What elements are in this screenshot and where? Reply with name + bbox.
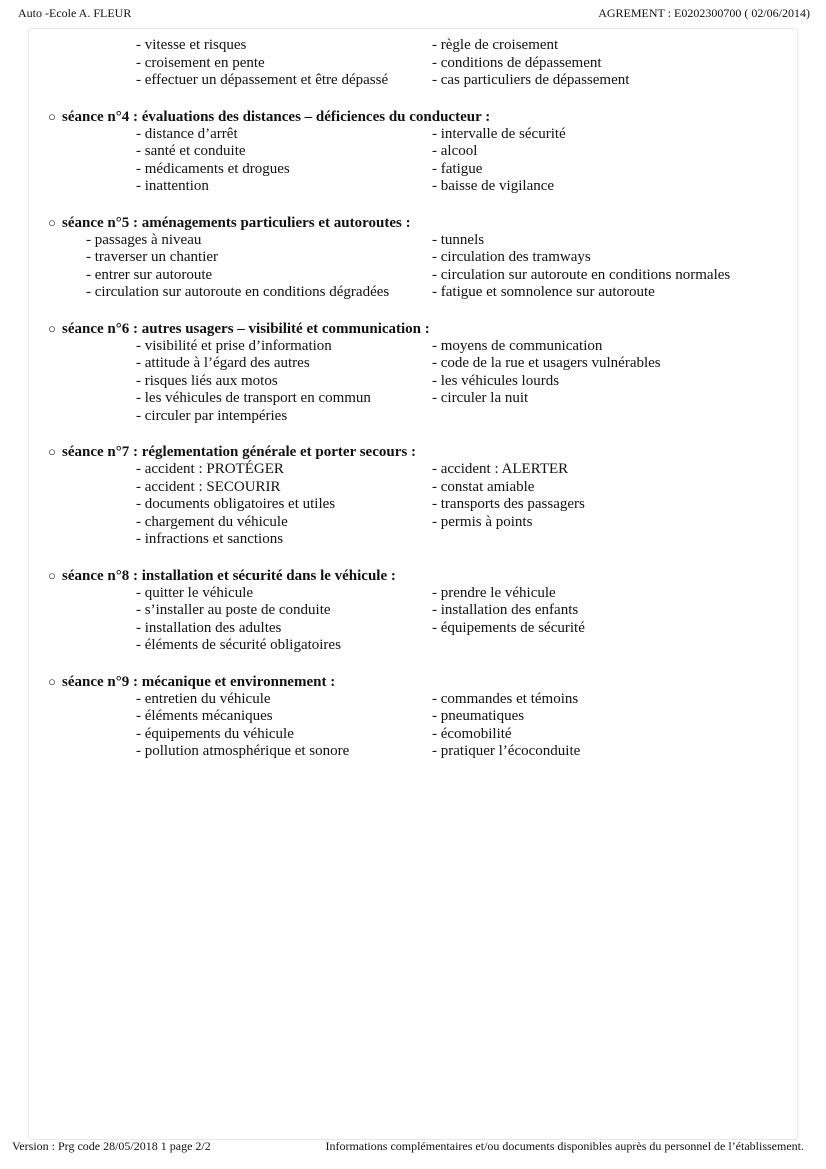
- section-items: [136, 461, 786, 549]
- section-seance-7: [48, 443, 786, 549]
- list-item: - attitude à l’égard des autres: [136, 355, 310, 371]
- list-item: - conditions de dépassement: [432, 54, 602, 71]
- list-item: - fatigue et somnolence sur autoroute: [432, 284, 655, 300]
- list-item: - s’installer au poste de conduite: [136, 602, 331, 618]
- section-title: [48, 320, 786, 338]
- section-title-text: séance n°5 : aménagements particuliers et autoroutes :: [62, 214, 411, 231]
- section-title: [48, 443, 786, 461]
- section-items: [136, 691, 786, 761]
- section-title-text: séance n°9 : mécanique et environnement :: [62, 673, 336, 690]
- section-title-text: séance n°4 : évaluations des distances – déficiences du conducteur :: [62, 108, 491, 125]
- section-title-text: séance n°7 : réglementation générale et porter secours :: [62, 444, 416, 460]
- list-item: - pneumatiques: [432, 708, 525, 724]
- circle-bullet-icon: ○: [48, 567, 56, 583]
- list-item: - visibilité et prise d’information: [136, 337, 332, 354]
- list-item: - code de la rue et usagers vulnérables: [432, 355, 661, 371]
- list-item: - écomobilité: [432, 725, 512, 742]
- list-item: - transports des passagers: [432, 496, 585, 512]
- list-item: - cas particuliers de dépassement: [432, 72, 630, 88]
- section-items: [86, 232, 786, 302]
- list-item: - équipements du véhicule: [136, 725, 294, 742]
- circle-bullet-icon: ○: [48, 214, 56, 230]
- list-item: - passages à niveau: [86, 231, 202, 248]
- circle-bullet-icon: ○: [48, 320, 56, 336]
- list-item: - quitter le véhicule: [136, 584, 254, 601]
- list-item: - vitesse et risques: [136, 37, 247, 53]
- list-item: - intervalle de sécurité: [432, 125, 566, 142]
- list-item: - fatigue: [432, 160, 483, 177]
- program-content: [48, 37, 786, 761]
- list-item: - tunnels: [432, 231, 485, 248]
- section-seance-6: [48, 320, 786, 426]
- list-item: - entrer sur autoroute: [86, 266, 213, 283]
- list-item: - accident : ALERTER: [432, 461, 569, 477]
- list-item: - entretien du véhicule: [136, 690, 271, 707]
- list-item: - santé et conduite: [136, 143, 246, 159]
- section-title: [48, 673, 786, 691]
- list-item: - les véhicules de transport en commun: [136, 390, 371, 406]
- list-item: - permis à points: [432, 513, 533, 530]
- list-item: - accident : PROTÉGER: [136, 461, 284, 477]
- circle-bullet-icon: ○: [48, 444, 56, 459]
- list-item: - pollution atmosphérique et sonore: [136, 743, 350, 759]
- list-item: - médicaments et drogues: [136, 160, 290, 177]
- list-item: - commandes et témoins: [432, 690, 579, 707]
- list-item: - circuler par intempéries: [136, 407, 288, 424]
- circle-bullet-icon: ○: [48, 108, 56, 124]
- list-item: - traverser un chantier: [86, 249, 219, 265]
- list-item: - installation des enfants: [432, 602, 579, 618]
- list-item: - distance d’arrêt: [136, 125, 238, 142]
- list-item: - règle de croisement: [432, 37, 559, 53]
- list-item: - croisement en pente: [136, 54, 265, 71]
- section-seance-4: [48, 108, 786, 196]
- list-item: - chargement du véhicule: [136, 513, 288, 530]
- list-item: - infractions et sanctions: [136, 531, 284, 547]
- section-seance-8: [48, 567, 786, 655]
- section-title-text: séance n°8 : installation et sécurité dans le véhicule :: [62, 567, 396, 584]
- list-item: - risques liés aux motos: [136, 372, 278, 389]
- footer-version: Version : Prg code 28/05/2018 1 page 2/2: [12, 1139, 211, 1153]
- circle-bullet-icon: ○: [48, 673, 56, 689]
- list-item: - circulation sur autoroute en conditions normales: [432, 266, 731, 283]
- header-school-name: Auto -Ecole A. FLEUR: [18, 6, 132, 20]
- header-agrement: AGREMENT : E0202300700 ( 02/06/2014): [598, 6, 810, 20]
- section-items: [136, 585, 786, 655]
- footer-info: Informations complémentaires et/ou documents disponibles auprès du personnel de l’établissement.: [325, 1139, 804, 1153]
- list-item: - baisse de vigilance: [432, 178, 555, 194]
- section-items: [136, 338, 786, 426]
- continued-items: [136, 37, 786, 90]
- list-item: - éléments mécaniques: [136, 708, 273, 724]
- list-item: - circulation des tramways: [432, 249, 591, 265]
- section-items: [136, 126, 786, 196]
- section-title: [48, 108, 786, 126]
- section-seance-5: [48, 214, 786, 302]
- list-item: - pratiquer l’écoconduite: [432, 743, 581, 759]
- list-item: - les véhicules lourds: [432, 372, 560, 389]
- list-item: - constat amiable: [432, 478, 535, 495]
- list-item: - éléments de sécurité obligatoires: [136, 637, 341, 653]
- list-item: - circuler la nuit: [432, 390, 529, 406]
- section-title: [48, 214, 786, 232]
- list-item: - prendre le véhicule: [432, 584, 556, 601]
- list-item: - inattention: [136, 178, 209, 194]
- list-item: - accident : SECOURIR: [136, 478, 281, 495]
- section-seance-9: [48, 673, 786, 761]
- list-item: - alcool: [432, 143, 478, 159]
- section-title: [48, 567, 786, 585]
- list-item: - équipements de sécurité: [432, 619, 585, 636]
- list-item: - installation des adultes: [136, 619, 282, 636]
- section-title-text: séance n°6 : autres usagers – visibilité et communication :: [62, 320, 430, 337]
- list-item: - moyens de communication: [432, 337, 603, 354]
- list-item: - documents obligatoires et utiles: [136, 496, 336, 512]
- list-item: - effectuer un dépassement et être dépassé: [136, 72, 389, 88]
- list-item: - circulation sur autoroute en conditions dégradées: [86, 284, 390, 300]
